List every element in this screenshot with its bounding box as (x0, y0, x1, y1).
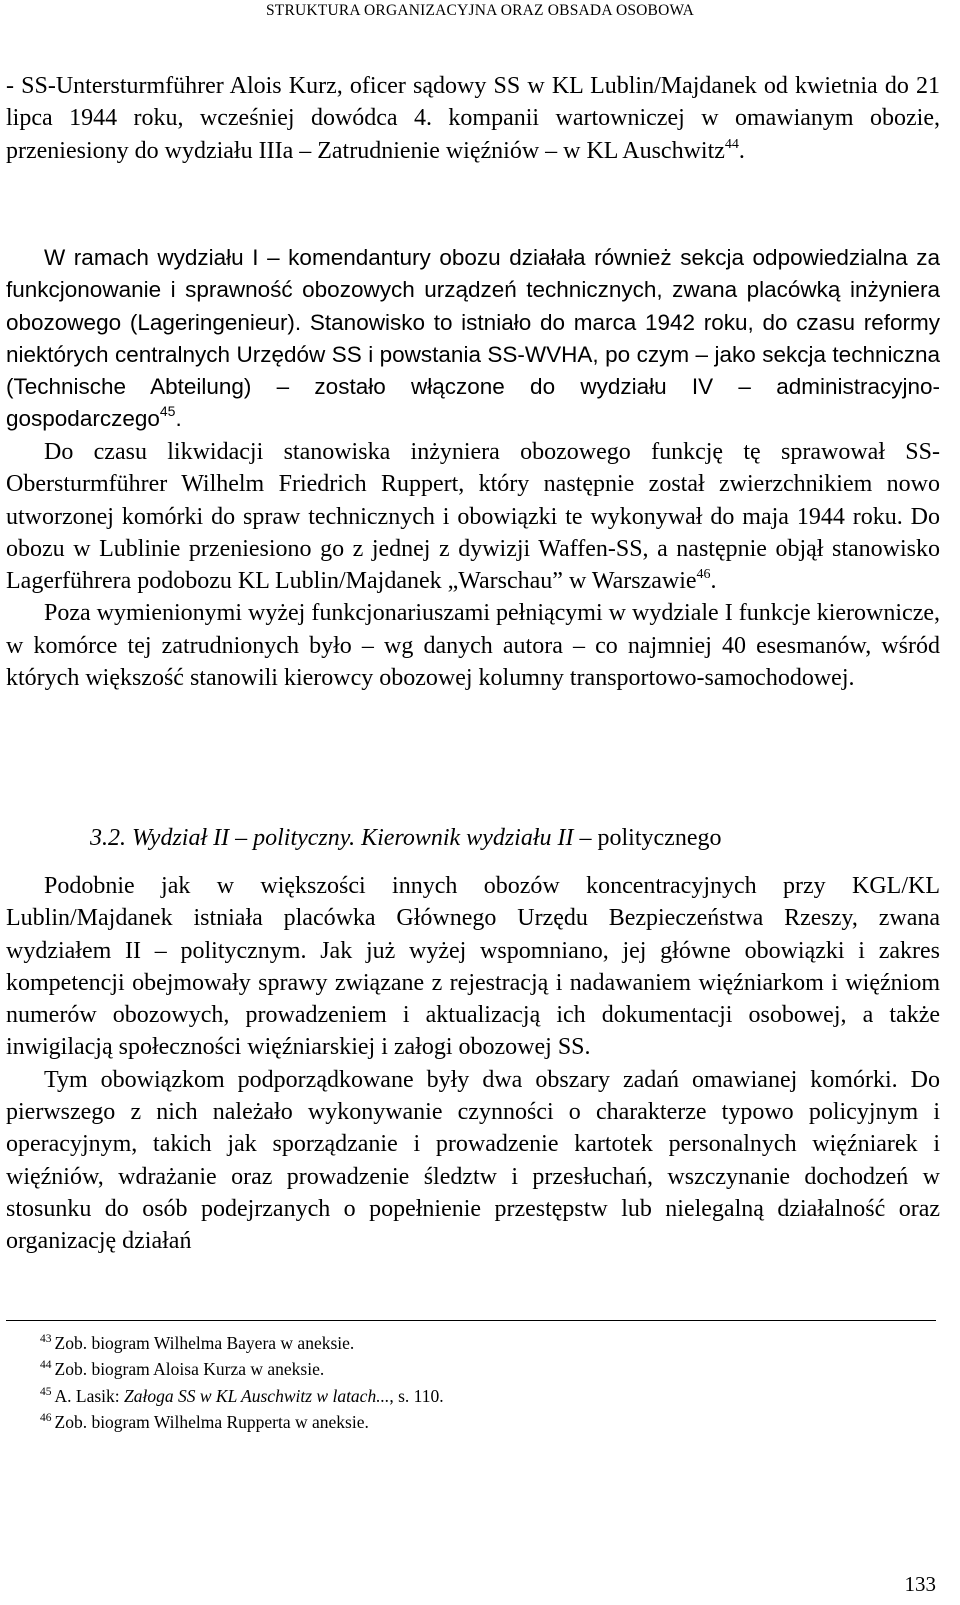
footnote-ref-46[interactable]: 46 (696, 567, 711, 583)
body-text-top (6, 70, 940, 167)
footnotes (40, 1330, 920, 1435)
footnote-text-pre: A. Lasik: (54, 1385, 125, 1406)
section-heading-italic: 3.2. Wydział II – polityczny. Kierownik wydziału II – (90, 825, 592, 851)
paragraph-3-tail: . (710, 568, 717, 595)
paragraph-obowiazki (6, 1064, 940, 1258)
paragraph-ruppert (6, 436, 940, 597)
footnote-ref-45[interactable]: 45 (159, 403, 176, 420)
section-heading-roman: politycznego (591, 825, 722, 851)
paragraph-esesmani (6, 597, 940, 694)
footnote-46 (40, 1409, 920, 1435)
section-heading (90, 822, 721, 854)
running-header: STRUKTURA ORGANIZACYJNA ORAZ OBSADA OSOBOWA (265, 2, 694, 19)
footnote-divider (6, 1320, 936, 1321)
footnote-45 (40, 1383, 920, 1409)
footnote-number: 44 (40, 1359, 52, 1372)
footnote-text: Zob. biogram Wilhelma Bayera w aneksie. (54, 1333, 355, 1353)
body-text-sans (6, 242, 940, 436)
body-text-bottom (6, 870, 940, 1258)
footnote-text: Zob. biogram Aloisa Kurza w aneksie. (54, 1359, 325, 1380)
paragraph-wydzial-ii (6, 870, 940, 1064)
page-number: 133 (904, 1572, 936, 1596)
paragraph-list-item-kurz (6, 70, 940, 167)
footnote-43 (40, 1330, 920, 1356)
paragraph-1-tail: . (738, 137, 745, 164)
paragraph-4-text: Poza wymienionymi wyżej funkcjonariuszami pełniącymi w wydziale I funkcje kierownicze, w komórce tej zatrudnionych było – wg danych autora – co najmniej 40 esesmanów, wśród których większość stanowili kierowcy obozowej kolumny transportowo-samochodowej. (6, 600, 940, 692)
body-text-middle (6, 436, 940, 694)
paragraph-2-tail: . (175, 406, 182, 432)
paragraph-2-text: W ramach wydziału I – komendantury obozu działała również sekcja odpowiedzialna za funkcjonowanie i sprawność obozowych urządzeń technicznych, zwana placówką inżyniera obozowego (Lageringenieur). Stanowisko to istniało do marca 1942 roku, do czasu reformy niektórych centralnych Urzędów SS i powstania SS-WVHA, po czym – jako sekcja techniczna (Technische Abteilung) – zostało włączone do wydziału IV – administracyjno-gospodarczego (6, 245, 940, 432)
footnote-number: 45 (40, 1385, 52, 1398)
paragraph-lageringenieur (6, 242, 940, 436)
footnote-number: 43 (40, 1333, 52, 1345)
footnote-ref-44[interactable]: 44 (724, 136, 739, 152)
footnote-book-title: Załoga SS w KL Auschwitz w latach... (124, 1385, 390, 1406)
footnote-44 (40, 1356, 920, 1382)
footnote-text-post: , s. 110. (389, 1385, 444, 1406)
footnote-number: 46 (40, 1411, 52, 1424)
paragraph-5-text: Podobnie jak w większości innych obozów koncentracyjnych przy KGL/KL Lublin/Majdanek istniała placówka Głównego Urzędu Bezpieczeństwa Rzeszy, zwana wydziałem II – politycznym. Jak już wyżej wspomniano, jej główne obowiązki i zakres kompetencji obejmowały sprawy związane z rejestracją i nadawaniem więźniarkom i więźniom numerów obozowych, prowadzeniem i aktualizacją ich dokumentacji osobowej, a także inwigilacją społeczności więźniarskiej i załogi obozowej SS. (6, 873, 940, 1061)
paragraph-3-text: Do czasu likwidacji stanowiska inżyniera obozowego funkcję tę sprawował SS-Obersturmführer Wilhelm Friedrich Ruppert, który następnie został zwierzchnikiem nowo utworzonej komórki do spraw technicznych i obowiązki te wykonywał do maja 1944 roku. Do obozu w Lublinie przeniesiono go z jednej z dywizji Waffen-SS, a następnie objął stanowisko Lagerführera podobozu KL Lublin/Majdanek „Warschau” w Warszawie (6, 439, 940, 595)
paragraph-1-text: - SS-Untersturmführer Alois Kurz, oficer sądowy SS w KL Lublin/Majdanek od kwietnia do 21 lipca 1944 roku, wcześniej dowódca 4. kompanii wartowniczej w omawianym obozie, przeniesiony do wydziału IIIa – Zatrudnienie więźniów – w KL Auschwitz (6, 73, 940, 164)
footnote-text: Zob. biogram Wilhelma Rupperta w aneksie. (54, 1411, 369, 1432)
paragraph-6-text: Tym obowiązkom podporządkowane były dwa obszary zadań omawianej komórki. Do pierwszego z nich należało wykonywanie czynności o charakterze typowo policyjnym i operacyjnym, takich jak sporządzanie i prowadzenie kartotek personalnych więźniarek i więźniów, wdrażanie oraz prowadzenie śledztw i przesłuchań, wszczynanie dochodzeń w stosunku do osób podejrzanych o popełnienie przestępstw lub nielegalną działalność oraz organizację działań (6, 1066, 940, 1255)
